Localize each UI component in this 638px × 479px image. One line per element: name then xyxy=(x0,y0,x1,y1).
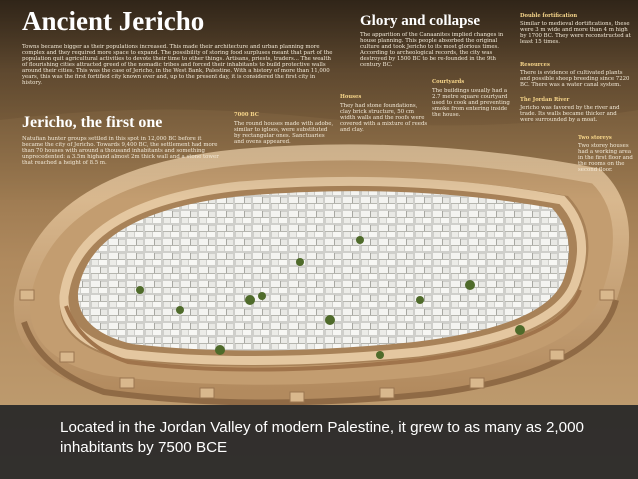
double-fort-label: Double fortification xyxy=(520,13,578,19)
resources-text: There is evidence of cultivated plants and possible sheep breeding since 7220 BC. There was a water canal system. xyxy=(520,70,630,89)
page-title: Ancient Jericho xyxy=(22,6,205,36)
courtyards-label: Courtyards xyxy=(432,79,465,85)
resources-label: Resources xyxy=(520,62,550,68)
jordan-text: Jericho was favored by the river and trade. Its walls became thicker and were surrounded by a moat. xyxy=(520,105,620,124)
glory-text: The apparition of the Canaanites implied changes in house planning. This people absorbed the original culture and took Jericho to its most glorious times. According to archeological records, the city was destroyed by 1500 BC to be re-founded in the 9th century BC. xyxy=(360,32,504,69)
first-one-heading: Jericho, the first one xyxy=(22,114,163,131)
courtyards-text: The buildings usually had a 2.7 metre square courtyard used to cook and preventing smoke from entering inside the house. xyxy=(432,88,510,119)
caption-text: Located in the Jordan Valley of modern Palestine, it grew to as many as 2,000 inhabitants by 7500 BCE xyxy=(60,419,584,456)
intro-text: Towns became bigger as their populations increased. This made their architecture and urban planning more complex and they required more space to expand. The possibility of storing food surpluses meant that part of the population quit agricultural activities to devote their time to other things. Artisans, priests, traders... The wealth of flourishing cities attracted greed of the nomadic tribes and forced their inhabitants to build protective walls around their cities. This was the case of Jericho, in the West Bank, Palestine. With a history of more than 11,000 years, this was the first fortified city known ever and, up to the present day, it is considered the first city in history. xyxy=(22,44,333,87)
bc7000-text: The round houses made with adobe, similar to igloos, were substituted by rectangular ones. Sanctuaries and ovens appeared. xyxy=(234,121,334,146)
houses-text: They had stone foundations, clay brick structure, 50 cm width walls and the roofs were covered with a mixture of reeds and clay. xyxy=(340,103,428,134)
two-storeys-text: Two storey houses had a working area in the first floor and the rooms on the second floor. xyxy=(578,143,633,174)
two-storeys-label: Two storeys xyxy=(578,135,612,141)
double-fort-text: Similar to medieval dortifications, these were 3 m wide and more than 4 m high by 1700 BC. They were reconstructed at least 15 times. xyxy=(520,21,631,46)
first-one-text: Natufian hunter groups settled in this spot in 12,000 BC before it became the city of Jericho. Towards 9,400 BC, the settlement had more than 70 houses with around a thousand inhabitants and something unprecedented: a 3.5m highand almost 2m thick wall and a stone tower that reached a height of 8.5 m. xyxy=(22,136,219,167)
jordan-label: The Jordan River xyxy=(520,97,570,103)
bc7000-label: 7000 BC xyxy=(234,112,259,118)
houses-label: Houses xyxy=(340,94,362,100)
glory-heading: Glory and collapse xyxy=(360,13,481,29)
